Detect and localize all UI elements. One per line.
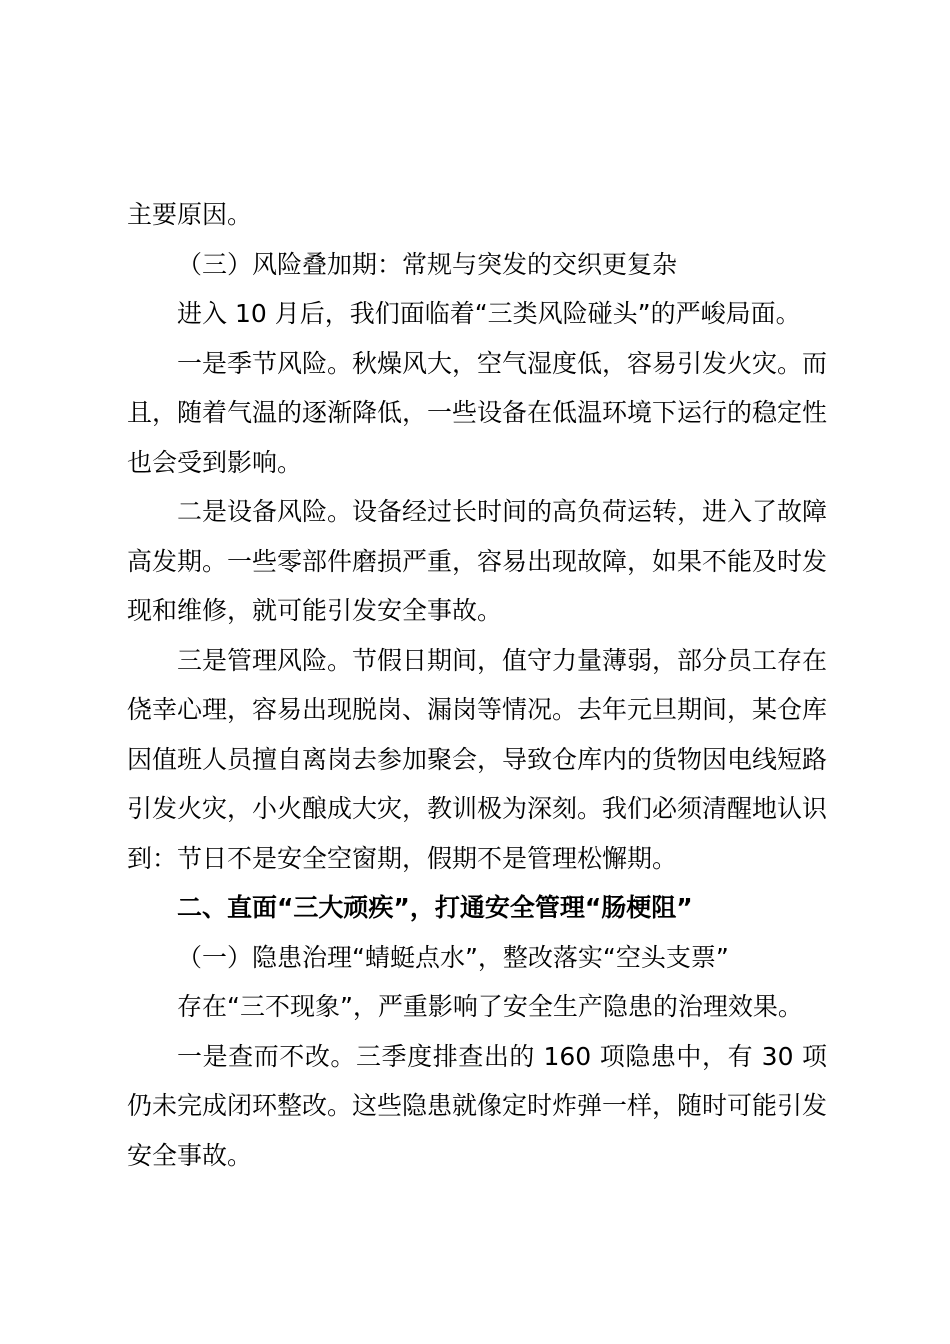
subheading-risk-overlap: （三）风险叠加期：常规与突发的交织更复杂 (177, 249, 678, 279)
paragraph-seasonal-risk: 一是季节风险。秋燥风大，空气湿度低，容易引发火灾。而且，随着气温的逐渐降低，一些设备在低温环境下运行的稳定性也会受到影响。 (127, 348, 828, 477)
paragraph-equipment-risk: 二是设备风险。设备经过长时间的高负荷运转，进入了故障高发期。一些零部件磨损严重，容易出现故障，如果不能及时发现和维修，就可能引发安全事故。 (127, 497, 828, 625)
paragraph-three-phenomena: 存在“三不现象”，严重影响了安全生产隐患的治理效果。 (177, 992, 803, 1021)
paragraph-inspect-not-fix: 一是查而不改。三季度排查出的 160 项隐患中，有 30 项仍未完成闭环整改。这些隐患就像定时炸弹一样，随时可能引发安全事故。 (127, 1041, 828, 1170)
paragraph-october-risks: 进入 10 月后，我们面临着“三类风险碰头”的严峻局面。 (177, 299, 801, 328)
document-body (127, 190, 827, 1180)
section-heading-two: 二、直面“三大顽疾”，打通安全管理“肠梗阻” (177, 893, 693, 922)
subheading-hazard-governance: （一）隐患治理“蜻蜓点水”，整改落实“空头支票” (177, 942, 729, 972)
paragraph-management-risk: 三是管理风险。节假日期间，值守力量薄弱，部分员工存在侥幸心理，容易出现脱岗、漏岗等情况。去年元旦期间，某仓库因值班人员擅自离岗去参加聚会，导致仓库内的货物因电线短路引发火灾，小火酿成大灾，教训极为深刻。我们必须清醒地认识到：节日不是安全空窗期，假期不是管理松懈期。 (127, 645, 828, 873)
paragraph-continued: 主要原因。 (127, 200, 253, 229)
